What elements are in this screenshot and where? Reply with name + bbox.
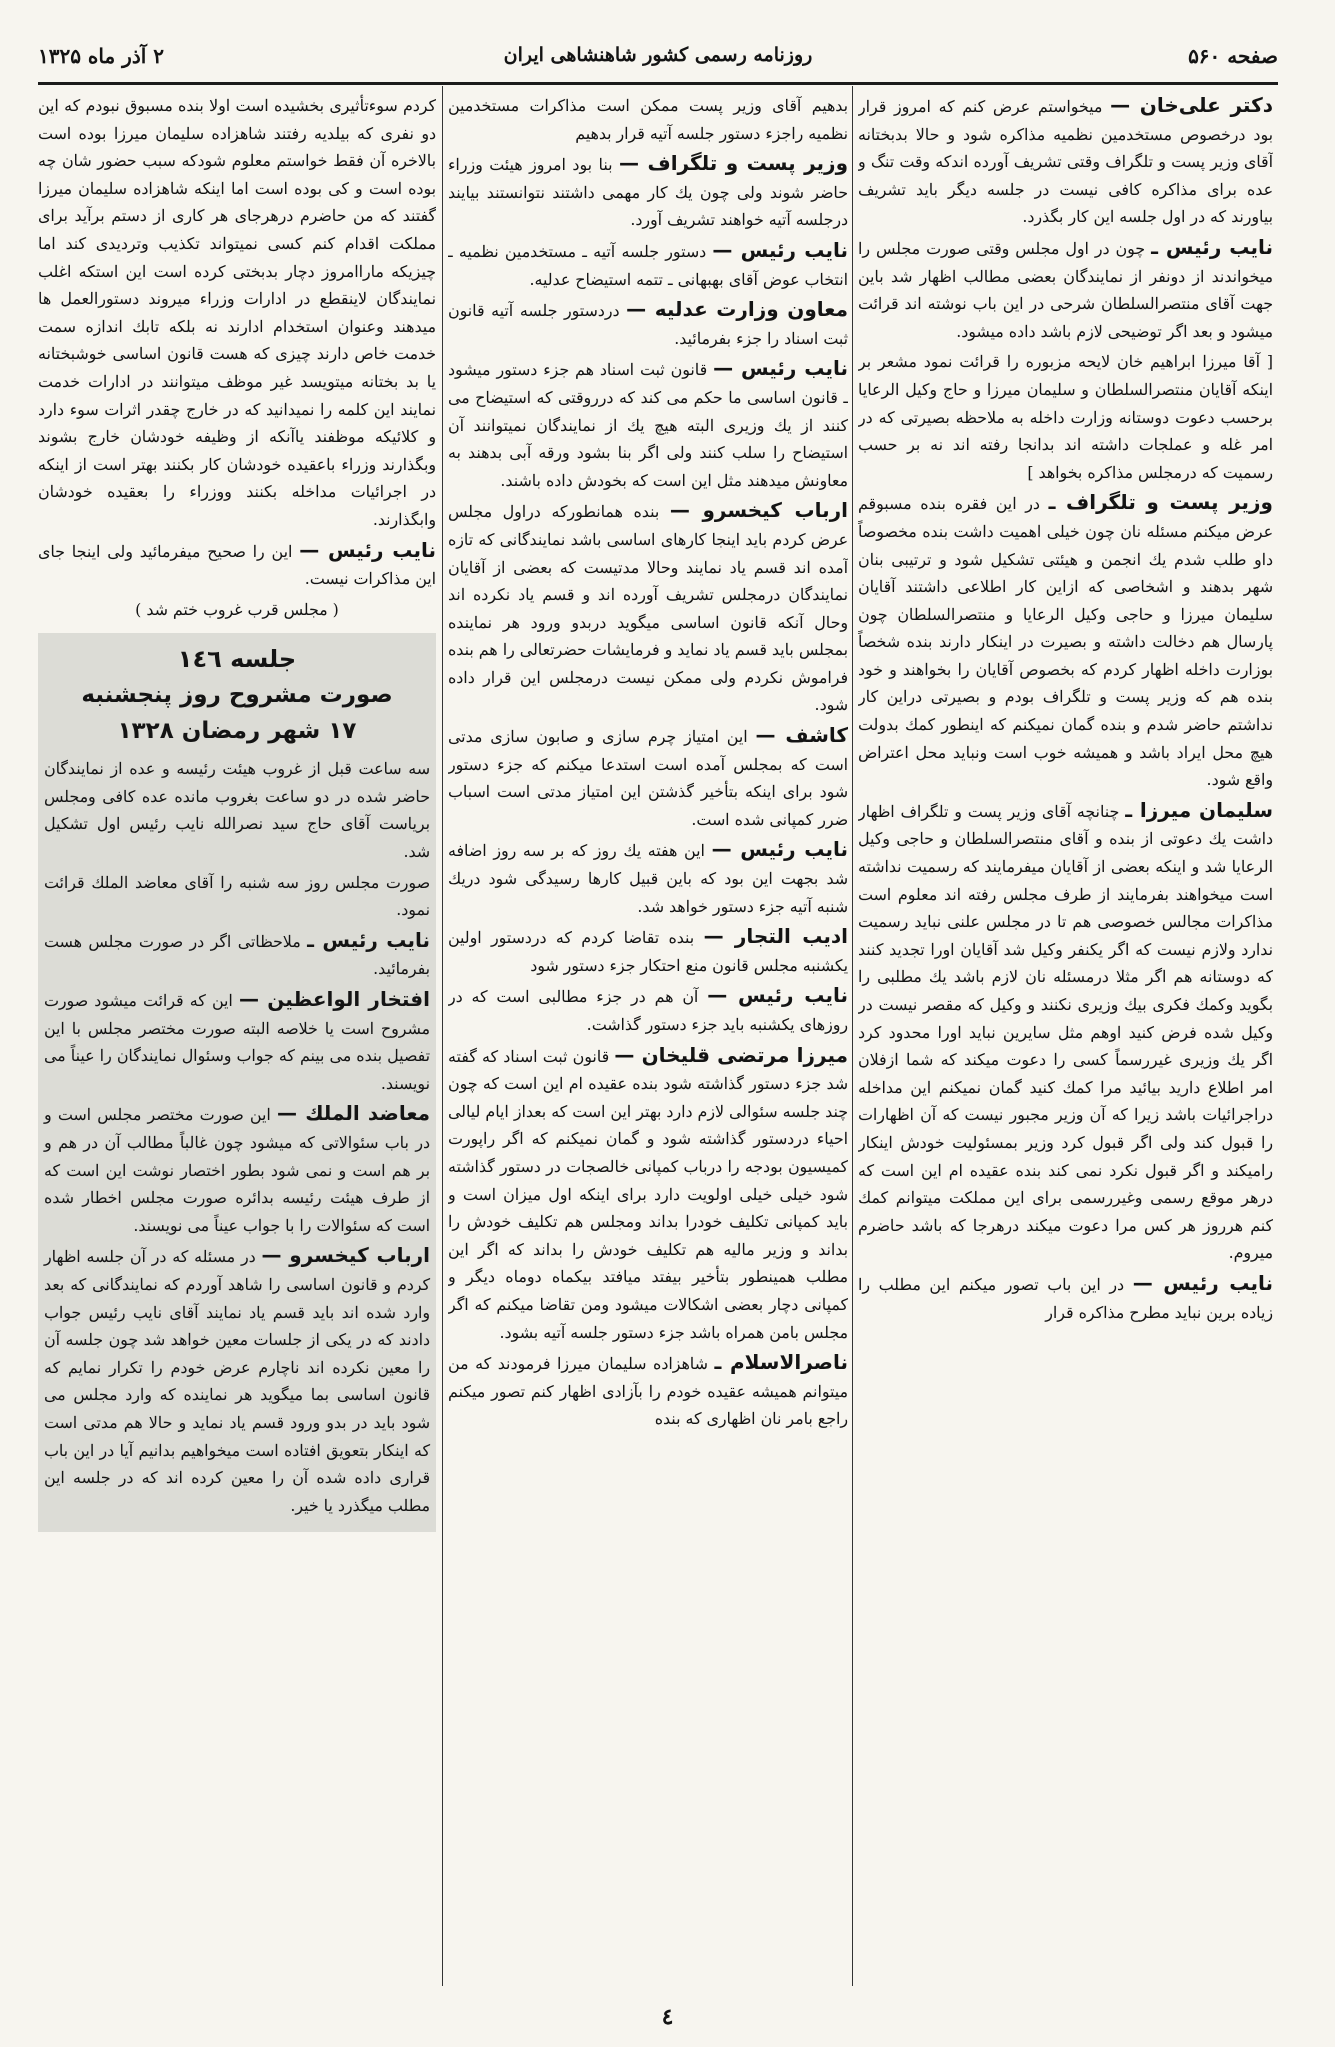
speaker-name: دکتر علی‌خان — <box>1110 93 1273 117</box>
issue-date: ۲ آذر ماه ۱۳۲۵ <box>38 44 165 68</box>
paragraph-text: در مسئله که در آن جلسه اظهار کردم و قانون اساسی را شاهد آوردم که نمایندگانی که بعد وارد شده اند باید قسم یاد نمایند آقای نایب رئیس جواب دادند که در یکی از جلسات معین خواهد شد چون جلسه آن را معین نکرده اند ناچارم عرض خودم را تکرار نمایم که قانون اساسی بما میگوید هر نماینده که وارد مجلس می شود باید در بدو ورود قسم یاد نماید و حالا هم مدتی است که اینکار بتعویق افتاده است میخواهیم بدانیم آیا در این باب قراری داده شده آن را معین کرده اند که در جلسه این مطلب میگذرد یا خیر. <box>44 1247 430 1515</box>
column-left-body <box>38 92 436 593</box>
speaker-name: نایب رئیس — <box>707 983 848 1008</box>
paragraph <box>448 296 848 352</box>
paragraph-text: کردم سوءتأثیری بخشیده است اولا بنده مسبوق نبودم که این دو نفری که بیلدیه رفتند شاهزاده سلیمان میرزا بوده است بالاخره آن فقط خواستم معلوم شودکه سبب حضور شان چه بوده است و کی بوده است اما اینکه شاهزاده سلیمان میرزا گفتند که من حاضرم درهرجای هر کاری از دستم برآید برای مملکت اقدام کنم کسی نمیتواند تکذیب وتردیدی کند اما چیزیکه ماراامروز دچار بدبختی کرده است این استکه اغلب نمایندگان لاینقطع در ادارات وزراء میروند دستورالعمل ها میدهند وعنوان استخدام ادارند نه بلکه تابك اندازه سمت خدمت خاص دارند چیزی که هست قانون اساسی خوشبختانه یا بد بختانه میتویسد غیر موظف میتوانند در ادارات خدمت نمایند این کلمه را نمیدانید که در خارج چقدر اثرات سوء دارد و کلائیکه موظفند یاآنکه از وظیفه خودشان خارج بشوند وبگذارند وزراء باعقیده خودشان کار بکنند بهتر است از اینکه در اجرائیات مداخله بکنند ووزراء را بعقیده خودشان وابگذارند. <box>38 96 436 529</box>
page-label: صفحه ۵۶۰ <box>1188 44 1278 68</box>
paragraph <box>448 150 848 234</box>
speaker-name: افتخار الواعظین — <box>239 987 430 1012</box>
paragraph <box>858 489 1273 794</box>
column-middle <box>448 92 848 1972</box>
speaker-name: نایب رئیس — <box>711 837 848 862</box>
session-date: ۱۷ شهر رمضان ۱۳۲۸ <box>117 718 357 745</box>
paragraph <box>448 497 848 719</box>
session-number: جلسه ۱٤٦ <box>177 645 297 674</box>
paragraph-text: صورت مجلس روز سه شنبه را آقای معاضد الملك قرائت نمود. <box>44 872 430 920</box>
paragraph <box>858 92 1273 231</box>
paragraph-text: این صورت مختصر مجلس است و در باب سئوالاتی که میشود چون غالباً مطالب آن در هم و بر هم است و نمی شود بطور اختصار نوشت این است که از طرف هیئت رئیسه بدائره صورت مجلس اخطار شده است که سئوالات را با جواب عیناً می نویسند. <box>44 1105 430 1235</box>
paragraph <box>44 1100 430 1239</box>
paragraph <box>858 234 1273 345</box>
speaker-name: نایب رئیس — <box>713 356 848 381</box>
paragraph <box>448 355 848 494</box>
speaker-name: نایب رئیس — <box>712 237 848 262</box>
speaker-name: نایب رئیس — <box>1132 1270 1273 1295</box>
paragraph <box>448 1349 848 1433</box>
paragraph-text: دردستور جلسه آتیه قانون ثبت اسناد را جزء بفرمائید. <box>448 301 848 348</box>
speaker-name: معاضد الملك — <box>277 1101 430 1126</box>
paragraph-text: دستور جلسه آتیه ـ مستخدمین نظمیه ـ انتخاب عوض آقای بهبهانی ـ تتمه استیضاح عدلیه. <box>448 241 848 289</box>
paragraph <box>448 92 848 147</box>
session-subtitle: صورت مشروح روز پنجشنبه <box>81 682 393 709</box>
paragraph <box>44 927 430 983</box>
header-rule <box>38 82 1278 85</box>
speaker-name: ارباب کیخسرو — <box>669 498 848 523</box>
paragraph <box>448 836 848 920</box>
paragraph-text: در این باب تصور میکنم این مطلب را زیاده برین نباید مطرح مذاکره قرار <box>858 1274 1273 1322</box>
speaker-name: کاشف — <box>755 723 848 748</box>
speaker-name: ارباب کیخسرو — <box>261 1243 430 1268</box>
speaker-name: نایب رئیس ـ <box>307 927 430 952</box>
page-number: ٤ <box>661 2004 674 2030</box>
column-divider <box>852 86 853 1986</box>
speaker-name: نایب رئیس — <box>299 537 436 562</box>
paragraph-text: بدهیم آقای وزیر پست ممکن است مذاکرات مستخدمین نظمیه راجزء دستور جلسه آتیه قرار بدهیم <box>448 96 848 143</box>
paragraph-text: میخواستم عرض کنم که امروز قرار بود درخصوص مستخدمین نظمیه مذاکره شود و حالا بدبختانه آقای وزیر پست و تلگراف وقتی تشریف آورده اندکه وقت تنگ و عده برای مذاکره کافی نیست در جلسه دیگر باید تشریف بیاورند که در اول جلسه این کار بگذرد. <box>858 97 1273 227</box>
session-box <box>38 633 436 1532</box>
paragraph <box>44 869 430 924</box>
paragraph <box>858 797 1273 1267</box>
paragraph-text: [ آقا میرزا ابراهیم خان لایحه مزبوره را قرائت نمود مشعر بر اینکه آقایان منتصرالسلطان و سلیمان میرزا و حاج وکیل الرعایا برحسب دعوت دوستانه وزارت داخله به ملاحظه بصیرتی که در امر غله و عملجات داشته اند بدانجا رفته اند نه بر حسب رسمیت که درمجلس مذاکره بخواهد ] <box>858 352 1273 482</box>
paragraph <box>44 986 430 1097</box>
speaker-name: وزیر پست و تلگراف — <box>619 151 848 176</box>
session-body <box>44 755 430 1519</box>
column-divider <box>442 86 443 1986</box>
paragraph <box>448 722 848 833</box>
speaker-name: وزیر پست و تلگراف ـ <box>1048 490 1273 515</box>
paragraph-text: قانون ثبت اسناد هم جزء دستور میشود ـ قانون اساسی ما حکم می کند که درروقتی که استیضاح می کنند از یك وزیری البته هیچ یك از نمایندگان نمیتوانند آن استیضاح را سلب کنند ولی اگر بنا بشود ورقه آبی بدهند به معاونش میدهند مثل این است که بخودش داده باشند. <box>448 360 848 490</box>
paragraph-text: قانون ثبت اسناد که گفته شد جزء دستور گذاشته شود بنده عقیده ام این است که چون چند جلسه سئوالی لازم دارد بهتر این است که بعداز ایام لیالی احیاء دردستور گذاشته شود و گمان نمیکنم که اگر راپورت کمیسیون بودجه را درباب کمپانی خالصجات در دستور گذاشته شود خیلی خیلی اولویت دارد برای اینکه اول میزان است و باید کمپانی تکلیف خودرا بداند ومجلس هم تکلیف خودش را بداند و وزیر مالیه هم تکلیف خودش را بداند که اگر این مطلب همینطور بتأخیر بیفتد میافتد بیکماه دوماه دیگر و کمپانی دچار بعضی اشکالات میشود ومن تقاضا میکنم که اگر مجلس بامن همراه باشد جزء دستور جلسه آتیه بشود. <box>448 1046 848 1342</box>
column-left <box>38 92 436 1972</box>
speaker-name: نایب رئیس ـ <box>1151 234 1273 259</box>
paragraph <box>38 92 436 534</box>
paragraph-text: شاهزاده سلیمان میرزا فرمودند که من میتوانم همیشه عقیده خودم را بآزادی اظهار کنم تصور میکنم راجع بامر نان اظهاری که بنده <box>448 1354 848 1429</box>
paragraph-text: این هفته یك روز که بر سه روز اضافه شد بجهت این بود که باین قبیل کارها رسیدگی شود دریك شنبه آتیه جزء دستور خواهد شد. <box>448 841 848 916</box>
paragraph-text: چنانچه آقای وزیر پست و تلگراف اظهار داشت یك دعوتی از بنده و آقای منتصرالسلطان و حاجی وکیل الرعایا شد و اینکه بعضی از آقایان میفرمایند که رسمیت نداشته است میخواهند بفرمایند از طرف مجلس رفته اند معلوم است مذاکرات مجالس خصوصی هم تا در مجلس علنی نباید رسمیت ندارد ولازم نیست که اگر یکنفر وکیل شد آقایان اورا تجدید کنند که دوستانه هم اگر مثلا درمسئله نان لازم باشد یك مطلبی را بگوید وکمك فکری بیك وزیری نکنند و وکیل که مقصر نیست در وکیل شده فرض کنید اوهم مثل سایرین نباید اورا محدود کرد اگر یك وزیری غیررسماً کسی را دعوت میکند که شما ازفلان امر اطلاع دارید بیائید مرا کمك کنید گمان نمیکنم این مداخله دراجرائیات باشد زیرا که آن وزیر مجبور نیست که آن اظهارات را قبول کند ولی اگر قبول کرد وزیر بمسئولیت خودش اینکار رامیکند و اگر قبول نکرد نمی کند بنده عقیده ام این است که درهر موقع رسمی وغیررسمی برای این مملکت میتوانم کمك کنم هرروز هر کس مرا دعوت میکند درهرجا که باشد حاضرم میروم. <box>858 801 1273 1263</box>
paragraph <box>858 348 1273 486</box>
paragraph-text: این امتیاز چرم سازی و صابون سازی مدتی است که بمجلس آمده است استدعا میکنم که جزء دستور شود برای اینکه بتأخیر گذشتن این امتیاز مدتی است اسباب ضرر کمپانی شده است. <box>448 727 848 829</box>
paragraph <box>44 1242 430 1519</box>
paragraph-text: چون در اول مجلس وقتی صورت مجلس را میخواندند از دونفر از نمایندگان بعضی مطالب اظهار شد باین جهت آقای منتصرالسلطان شرحی در این باب نوشته اند قرائت میشود و بعد اگر توضیحی لازم باشد داده میشود. <box>858 238 1273 341</box>
paragraph-text: این که قرائت میشود صورت مشروح است یا خلاصه البته صورت مختصر مجلس با این تفصیل بنده می بینم که جواب وسئوال نمایندگان را عیناً می نویسند. <box>44 991 430 1093</box>
newspaper-title: روزنامه رسمی کشور شاهنشاهی ایران <box>503 44 813 66</box>
page-header <box>38 40 1278 80</box>
speaker-name: سلیمان میرزا ـ <box>1125 797 1273 822</box>
paragraph <box>38 537 436 593</box>
paragraph-text: ملاحظاتی اگر در صورت مجلس هست بفرمائید. <box>44 931 430 979</box>
column-right <box>858 92 1273 1972</box>
paragraph <box>448 923 848 979</box>
paragraph <box>44 755 430 865</box>
paragraph <box>858 1270 1273 1326</box>
paragraph <box>448 982 848 1038</box>
session-end-note: ( مجلس قرب غروب ختم شد ) <box>135 599 339 619</box>
paragraph-text: بنده همانطورکه دراول مجلس عرض کردم باید اینجا کارهای اساسی باشد نمایندگانی که تازه آمده اند قسم یاد نمایند وحالا مدتیست که بعضی از آقایان نمایندگان درمجلس تشریف آورده اند و قسم یاد نکرده اند وحال آنکه قانون اساسی میگوید دربدو ورود هر نماینده بمجلس باید قسم یاد نماید و فرمایشات حضرتعالی را هم بنده فراموش نکردم ولی ممکن نیست درمجلس این قرار داده شود. <box>448 502 848 715</box>
paragraph-text: این را صحیح میفرمائید ولی اینجا جای این مذاکرات نیست. <box>38 541 436 589</box>
speaker-name: ادیب التجار — <box>703 924 848 949</box>
paragraph-text: بنا بود امروز هیئت وزراء حاضر شوند ولی چون یك کار مهمی داشتند نتوانستند بیایند درجلسه آتیه خواهند تشریف آورد. <box>448 155 848 230</box>
paragraph-text: سه ساعت قبل از غروب هیئت رئیسه و عده از نمایندگان حاضر شده در دو ساعت بغروب مانده عده کافی ومجلس بریاست آقای حاج سید نصرالله نایب رئیس اول تشکیل شد. <box>44 759 430 862</box>
paragraph <box>448 1042 848 1347</box>
speaker-name: میرزا مرتضی قلیخان — <box>614 1042 848 1067</box>
paragraph <box>448 237 848 293</box>
paragraph-text: بنده تقاضا کردم که دردستور اولین یکشنبه مجلس قانون منع احتکار جزء دستور شود <box>448 928 848 975</box>
paragraph-text: آن هم در جزء مطالبی است که در روزهای یکشنبه باید جزء دستور گذاشت. <box>448 987 848 1034</box>
speaker-name: ناصرالاسلام ـ <box>714 1350 848 1375</box>
paragraph-text: در این فقره بنده مسبوقم عرض میکنم مسئله نان چون خیلی اهمیت داشت بنده مخصوصاً داو طلب شدم یك انجمن و هیئتی تشکیل شود و ترتیبی بنان شهر بدهند و اشخاصی که ازاین کار اطلاعی داشتند آقایان سلیمان میرزا و حاجی وکیل الرعایا و منتصرالسلطان چون پارسال هم دخالت داشته و بصیرت در اینکار دارند بنده شخصاً بوزارت داخله اظهار کردم که بخصوص آقایان را بخواهند و خود بنده هم که وزیر پست و تلگراف بودم و بصیرتی دراین کار نداشتم حاضر شدم و بنده گمان نمیکنم که اینطور کمك بدولت هیچ محل ایراد باشد و همیشه خوب است ونباید محل اعتراض واقع شود. <box>858 494 1273 790</box>
speaker-name: معاون وزارت عدلیه — <box>626 297 848 322</box>
